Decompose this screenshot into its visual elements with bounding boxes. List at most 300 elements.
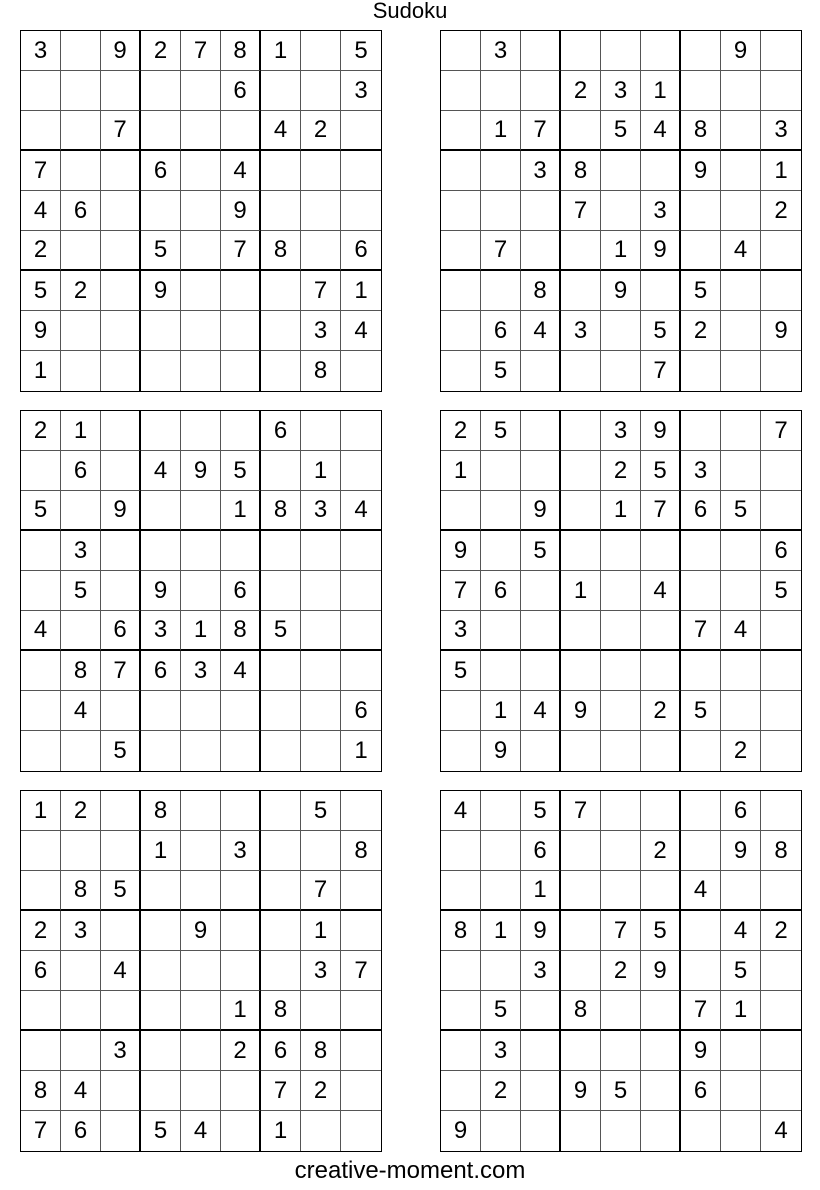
sudoku-cell: 7	[641, 491, 681, 531]
sudoku-cell	[561, 31, 601, 71]
sudoku-cell	[561, 411, 601, 451]
sudoku-cell: 7	[641, 351, 681, 391]
sudoku-cell	[261, 451, 301, 491]
sudoku-cell: 7	[481, 231, 521, 271]
sudoku-cell	[641, 151, 681, 191]
sudoku-cell	[221, 1111, 261, 1151]
sudoku-cell: 2	[61, 791, 101, 831]
sudoku-cell	[261, 791, 301, 831]
sudoku-cell	[601, 871, 641, 911]
sudoku-cell: 4	[341, 491, 381, 531]
sudoku-cell	[761, 791, 801, 831]
sudoku-cell	[341, 411, 381, 451]
sudoku-cell: 6	[761, 531, 801, 571]
sudoku-cell	[481, 951, 521, 991]
sudoku-cell	[521, 731, 561, 771]
sudoku-cell	[341, 991, 381, 1031]
sudoku-cell	[301, 531, 341, 571]
sudoku-cell	[141, 311, 181, 351]
sudoku-cell	[181, 731, 221, 771]
sudoku-cell	[681, 731, 721, 771]
sudoku-cell	[561, 831, 601, 871]
sudoku-cell: 3	[141, 611, 181, 651]
sudoku-cell: 2	[481, 1071, 521, 1111]
sudoku-cell	[261, 911, 301, 951]
sudoku-cell	[641, 611, 681, 651]
sudoku-cell	[761, 951, 801, 991]
sudoku-cell: 2	[561, 71, 601, 111]
sudoku-cell	[61, 991, 101, 1031]
sudoku-cell	[561, 231, 601, 271]
sudoku-cell: 1	[601, 491, 641, 531]
sudoku-cell	[681, 1111, 721, 1151]
sudoku-cell: 8	[561, 991, 601, 1031]
sudoku-cell	[301, 1111, 341, 1151]
sudoku-cell	[641, 991, 681, 1031]
sudoku-cell	[181, 71, 221, 111]
sudoku-cell	[261, 731, 301, 771]
sudoku-cell: 3	[441, 611, 481, 651]
sudoku-cell	[721, 191, 761, 231]
sudoku-cell	[681, 351, 721, 391]
sudoku-cell	[441, 731, 481, 771]
sudoku-cell	[141, 1031, 181, 1071]
sudoku-cell: 5	[141, 1111, 181, 1151]
sudoku-cell: 9	[181, 911, 221, 951]
sudoku-cell	[681, 571, 721, 611]
sudoku-cell	[101, 991, 141, 1031]
sudoku-cell: 4	[221, 151, 261, 191]
sudoku-cell: 4	[721, 611, 761, 651]
sudoku-cell: 6	[61, 191, 101, 231]
sudoku-cell	[21, 731, 61, 771]
sudoku-cell	[441, 31, 481, 71]
sudoku-cell	[101, 411, 141, 451]
sudoku-cell	[301, 611, 341, 651]
sudoku-cell: 4	[21, 191, 61, 231]
sudoku-cell: 7	[181, 31, 221, 71]
sudoku-cell	[181, 871, 221, 911]
sudoku-cell	[761, 1031, 801, 1071]
sudoku-cell	[601, 791, 641, 831]
sudoku-cell: 7	[301, 871, 341, 911]
sudoku-cell: 4	[341, 311, 381, 351]
sudoku-cell	[181, 311, 221, 351]
sudoku-cell	[21, 991, 61, 1031]
sudoku-cell	[601, 531, 641, 571]
sudoku-cell	[341, 351, 381, 391]
sudoku-cell: 4	[181, 1111, 221, 1151]
sudoku-cell	[141, 411, 181, 451]
sudoku-cell	[721, 1031, 761, 1071]
sudoku-cell	[761, 871, 801, 911]
sudoku-cell: 6	[141, 651, 181, 691]
sudoku-cell	[141, 731, 181, 771]
sudoku-cell: 8	[21, 1071, 61, 1111]
sudoku-cell	[761, 691, 801, 731]
sudoku-cell	[601, 151, 641, 191]
sudoku-cell	[601, 611, 641, 651]
sudoku-cell	[721, 531, 761, 571]
sudoku-cell: 3	[521, 151, 561, 191]
sudoku-cell	[141, 71, 181, 111]
sudoku-cell	[721, 151, 761, 191]
sudoku-cell	[21, 571, 61, 611]
sudoku-cell	[441, 871, 481, 911]
sudoku-cell	[101, 151, 141, 191]
sudoku-cell: 8	[221, 31, 261, 71]
sudoku-cell: 4	[521, 311, 561, 351]
sudoku-cell: 5	[301, 791, 341, 831]
sudoku-cell: 1	[221, 491, 261, 531]
sudoku-cell: 5	[101, 731, 141, 771]
sudoku-cell	[181, 231, 221, 271]
sudoku-cell	[441, 71, 481, 111]
sudoku-cell	[141, 871, 181, 911]
sudoku-cell	[61, 1031, 101, 1071]
sudoku-cell	[221, 911, 261, 951]
sudoku-cell	[221, 111, 261, 151]
sudoku-cell	[301, 731, 341, 771]
sudoku-cell	[441, 191, 481, 231]
sudoku-cell	[301, 571, 341, 611]
sudoku-cell	[521, 451, 561, 491]
sudoku-cell	[561, 731, 601, 771]
sudoku-cell	[341, 871, 381, 911]
sudoku-cell: 9	[141, 571, 181, 611]
sudoku-cell	[601, 651, 641, 691]
sudoku-cell	[681, 71, 721, 111]
sudoku-cell	[481, 491, 521, 531]
sudoku-cell: 2	[441, 411, 481, 451]
sudoku-cell	[261, 691, 301, 731]
sudoku-cell	[21, 71, 61, 111]
sudoku-cell	[21, 111, 61, 151]
sudoku-cell	[101, 1071, 141, 1111]
sudoku-cell	[61, 731, 101, 771]
sudoku-cell	[521, 991, 561, 1031]
sudoku-cell: 7	[681, 991, 721, 1031]
sudoku-cell: 1	[354, 737, 368, 764]
sudoku-cell	[641, 531, 681, 571]
sudoku-cell: 9	[21, 311, 61, 351]
sudoku-cell	[761, 451, 801, 491]
sudoku-cell: 5	[101, 871, 141, 911]
sudoku-cell: 2	[601, 451, 641, 491]
sudoku-cell: 6	[61, 1111, 101, 1151]
sudoku-cell	[301, 151, 341, 191]
sudoku-puzzle-3	[20, 410, 382, 772]
sudoku-cell: 4	[261, 111, 301, 151]
sudoku-cell	[441, 1071, 481, 1111]
sudoku-cell: 4	[681, 871, 721, 911]
sudoku-cell: 6	[341, 231, 381, 271]
sudoku-cell: 9	[561, 1071, 601, 1111]
sudoku-cell	[721, 111, 761, 151]
sudoku-cell	[221, 871, 261, 911]
sudoku-cell: 2	[301, 111, 341, 151]
sudoku-cell	[61, 831, 101, 871]
sudoku-cell: 2	[61, 271, 101, 311]
sudoku-cell: 5	[721, 491, 761, 531]
sudoku-cell	[341, 1031, 381, 1071]
sudoku-cell: 4	[721, 231, 761, 271]
sudoku-cell	[641, 731, 681, 771]
sudoku-cell	[141, 911, 181, 951]
sudoku-cell: 9	[641, 951, 681, 991]
sudoku-cell	[521, 1031, 561, 1071]
sudoku-cell	[561, 1031, 601, 1071]
sudoku-cell	[181, 191, 221, 231]
sudoku-cell	[521, 231, 561, 271]
sudoku-cell: 9	[101, 491, 141, 531]
sudoku-cell	[641, 871, 681, 911]
sudoku-cell	[341, 791, 381, 831]
sudoku-cell	[761, 71, 801, 111]
sudoku-cell	[441, 991, 481, 1031]
sudoku-cell	[261, 191, 301, 231]
sudoku-cell	[481, 651, 521, 691]
sudoku-cell: 6	[21, 951, 61, 991]
sudoku-cell: 3	[301, 491, 341, 531]
sudoku-cell: 9	[681, 1031, 721, 1071]
sudoku-cell	[561, 111, 601, 151]
sudoku-cell	[481, 451, 521, 491]
sudoku-cell: 5	[481, 411, 521, 451]
sudoku-cell	[761, 991, 801, 1031]
sudoku-cell	[721, 1071, 761, 1111]
sudoku-cell	[181, 1071, 221, 1111]
sudoku-cell	[101, 791, 141, 831]
sudoku-cell	[141, 191, 181, 231]
sudoku-cell: 3	[61, 911, 101, 951]
sudoku-cell	[521, 651, 561, 691]
sudoku-cell	[521, 1111, 561, 1151]
sudoku-cell	[181, 991, 221, 1031]
sudoku-cell	[721, 571, 761, 611]
sudoku-cell: 7	[221, 231, 261, 271]
sudoku-cell: 6	[261, 411, 301, 451]
sudoku-cell: 1	[301, 451, 341, 491]
sudoku-cell	[601, 1111, 641, 1151]
sudoku-cell: 4	[101, 951, 141, 991]
sudoku-cell: 1	[521, 871, 561, 911]
sudoku-cell	[601, 691, 641, 731]
sudoku-cell	[641, 271, 681, 311]
sudoku-cell	[341, 571, 381, 611]
sudoku-cell: 1	[21, 351, 61, 391]
sudoku-cell	[261, 831, 301, 871]
sudoku-cell	[21, 451, 61, 491]
sudoku-puzzle-5	[20, 790, 382, 1152]
sudoku-cell	[181, 271, 221, 311]
sudoku-cell: 6	[141, 151, 181, 191]
sudoku-cell	[101, 231, 141, 271]
sudoku-cell: 1	[21, 791, 61, 831]
sudoku-cell	[101, 311, 141, 351]
sudoku-cell	[261, 351, 301, 391]
sudoku-cell	[341, 151, 381, 191]
sudoku-cell	[141, 351, 181, 391]
sudoku-cell	[481, 151, 521, 191]
sudoku-cell	[441, 311, 481, 351]
sudoku-cell	[301, 191, 341, 231]
sudoku-cell	[481, 1111, 521, 1151]
sudoku-cell: 9	[721, 831, 761, 871]
sudoku-cell: 5	[521, 791, 561, 831]
sudoku-cell: 4	[774, 1117, 788, 1144]
sudoku-cell	[561, 351, 601, 391]
sudoku-cell	[61, 111, 101, 151]
sudoku-cell: 5	[481, 351, 521, 391]
sudoku-cell	[301, 691, 341, 731]
sudoku-cell	[761, 611, 801, 651]
sudoku-cell	[301, 231, 341, 271]
sudoku-cell: 1	[481, 691, 521, 731]
sudoku-cell: 6	[481, 311, 521, 351]
sudoku-cell: 3	[761, 111, 801, 151]
sudoku-cell: 5	[441, 651, 481, 691]
sudoku-cell: 7	[21, 151, 61, 191]
sudoku-cell: 1	[221, 991, 261, 1031]
sudoku-cell	[21, 691, 61, 731]
sudoku-cell	[721, 271, 761, 311]
sudoku-cell: 9	[681, 151, 721, 191]
sudoku-cell	[181, 571, 221, 611]
sudoku-cell: 1	[601, 231, 641, 271]
sudoku-cell: 5	[641, 911, 681, 951]
sudoku-cell	[101, 351, 141, 391]
sudoku-cell: 7	[21, 1111, 61, 1151]
sudoku-cell	[681, 951, 721, 991]
sudoku-cell	[481, 271, 521, 311]
site-footer: creative-moment.com	[294, 1157, 526, 1184]
sudoku-cell: 3	[641, 191, 681, 231]
sudoku-cell	[61, 611, 101, 651]
sudoku-cell	[221, 411, 261, 451]
sudoku-cell	[641, 1111, 681, 1151]
sudoku-cell: 5	[61, 571, 101, 611]
sudoku-cell	[101, 71, 141, 111]
sudoku-cell: 1	[181, 611, 221, 651]
sudoku-cell: 2	[761, 911, 801, 951]
sudoku-cell	[61, 151, 101, 191]
sudoku-cell	[761, 1071, 801, 1111]
sudoku-cell: 9	[141, 271, 181, 311]
sudoku-cell: 7	[261, 1071, 301, 1111]
sudoku-cell	[21, 871, 61, 911]
sudoku-cell: 3	[521, 951, 561, 991]
sudoku-cell: 2	[761, 191, 801, 231]
sudoku-cell: 9	[761, 311, 801, 351]
sudoku-cell	[521, 351, 561, 391]
sudoku-puzzle-6	[440, 790, 802, 1152]
sudoku-cell	[721, 1111, 761, 1151]
sudoku-cell	[681, 791, 721, 831]
sudoku-cell	[481, 191, 521, 231]
sudoku-cell: 7	[761, 411, 801, 451]
sudoku-cell: 5	[21, 271, 61, 311]
sudoku-cell	[261, 571, 301, 611]
sudoku-cell: 7	[561, 191, 601, 231]
sudoku-cell	[601, 731, 641, 771]
sudoku-cell: 4	[141, 451, 181, 491]
sudoku-cell	[761, 231, 801, 271]
sudoku-cell: 7	[101, 111, 141, 151]
sudoku-cell	[761, 651, 801, 691]
sudoku-cell: 1	[301, 911, 341, 951]
sudoku-cell	[761, 731, 801, 771]
sudoku-cell	[681, 531, 721, 571]
sudoku-cell: 3	[301, 311, 341, 351]
sudoku-cell	[181, 151, 221, 191]
sudoku-cell	[521, 411, 561, 451]
sudoku-cell	[101, 911, 141, 951]
sudoku-cell: 7	[561, 791, 601, 831]
sudoku-cell: 1	[481, 911, 521, 951]
sudoku-cell: 1	[261, 31, 301, 71]
sudoku-cell: 1	[261, 1111, 301, 1151]
sudoku-cell	[181, 1031, 221, 1071]
sudoku-cell: 8	[61, 871, 101, 911]
sudoku-cell	[641, 31, 681, 71]
sudoku-cell	[601, 351, 641, 391]
sudoku-cell	[61, 491, 101, 531]
sudoku-cell	[561, 611, 601, 651]
sudoku-cell: 4	[641, 571, 681, 611]
sudoku-cell	[221, 1071, 261, 1111]
sudoku-cell	[481, 611, 521, 651]
sudoku-cell: 3	[601, 71, 641, 111]
sudoku-cell: 5	[681, 691, 721, 731]
sudoku-cell	[681, 411, 721, 451]
sudoku-cell: 5	[341, 31, 381, 71]
sudoku-cell	[441, 111, 481, 151]
sudoku-cell	[481, 71, 521, 111]
sudoku-cell	[21, 831, 61, 871]
sudoku-cell	[141, 1071, 181, 1111]
sudoku-cell: 7	[341, 951, 381, 991]
sudoku-cell	[261, 151, 301, 191]
sudoku-cell	[301, 71, 341, 111]
sudoku-cell: 8	[441, 911, 481, 951]
sudoku-cell	[141, 491, 181, 531]
sudoku-cell	[221, 731, 261, 771]
sudoku-cell	[261, 531, 301, 571]
sudoku-cell	[641, 1071, 681, 1111]
sudoku-cell	[181, 791, 221, 831]
sudoku-cell	[441, 831, 481, 871]
sudoku-cell: 6	[521, 831, 561, 871]
sudoku-cell	[441, 491, 481, 531]
sudoku-cell	[641, 1031, 681, 1071]
sudoku-cell: 7	[101, 651, 141, 691]
sudoku-cell: 6	[101, 611, 141, 651]
sudoku-cell	[601, 311, 641, 351]
sudoku-cell: 6	[221, 571, 261, 611]
sudoku-cell	[261, 311, 301, 351]
sudoku-cell: 4	[441, 791, 481, 831]
sudoku-cell	[521, 71, 561, 111]
sudoku-cell: 8	[561, 151, 601, 191]
sudoku-cell: 2	[21, 411, 61, 451]
sudoku-cell	[681, 911, 721, 951]
sudoku-cell: 2	[641, 691, 681, 731]
sudoku-cell	[521, 191, 561, 231]
sudoku-cell: 9	[441, 1111, 481, 1151]
sudoku-cell: 8	[681, 111, 721, 151]
sudoku-cell	[341, 1111, 381, 1151]
